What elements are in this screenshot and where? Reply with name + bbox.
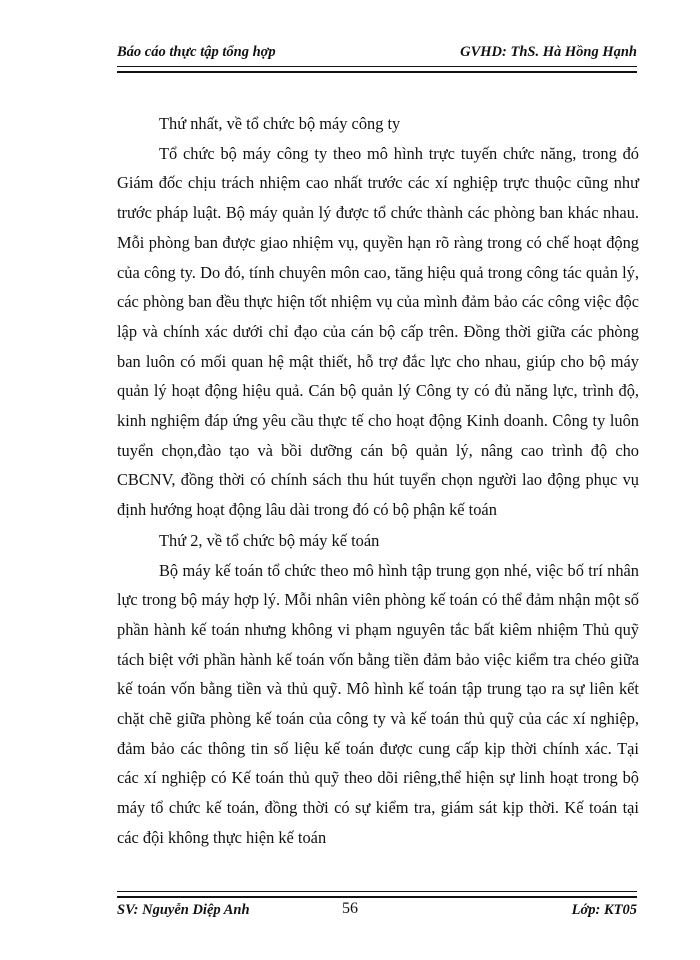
footer-student-name: SV: Nguyễn Diệp Anh	[117, 902, 250, 918]
section-heading-1: Thứ nhất, về tổ chức bộ máy công ty	[159, 114, 401, 133]
section-heading-2: Thứ 2, về tổ chức bộ máy kế toán	[159, 530, 380, 550]
header-divider	[117, 66, 637, 73]
document-body	[117, 108, 639, 853]
paragraph-2: Bộ máy kế toán tổ chức theo mô hình tập trung gọn nhé, việc bố trí nhân lực trong bộ máy hợp lý. Mỗi nhân viên phòng kế toán có thể đảm nhận một số phần hành kế toán nhưng không vi phạm nguyên tắc bất kiêm nhiệm Thủ quỹ tách biệt với phần hành kế toán vốn bằng tiền đảm bảo việc kiểm tra chéo giữa kế toán vốn bằng tiền và thủ quỹ. Mô hình kế toán tập trung tạo ra sự liên kết chặt chẽ giữa phòng kế toán của công ty và kế toán thủ quỹ của các xí nghiệp, đảm bảo các thông tin số liệu kế toán được cung cấp kịp thời chính xác. Tại các xí nghiệp có Kế toán thủ quỹ theo dõi riêng,thể hiện sự linh hoạt trong bộ máy tổ chức kế toán, đồng thời có sự kiểm tra, giám sát kịp thời. Kế toán tại các đội không thực hiện kế toán	[117, 560, 639, 847]
footer-divider	[117, 891, 637, 898]
footer-class: Lớp: KT05	[571, 902, 637, 918]
page-header	[117, 40, 637, 64]
page-number: 56	[342, 900, 358, 917]
paragraph-1: Tổ chức bộ máy công ty theo mô hình trực tuyến chức năng, trong đó Giám đốc chịu trách nhiệm cao nhất trước các xí nghiệp trực thuộc cũng như trước pháp luật. Bộ máy quản lý được tổ chức thành các phòng ban khác nhau. Mỗi phòng ban được giao nhiệm vụ, quyền hạn rõ ràng trong có chế hoạt động của công ty. Do đó, tính chuyên môn cao, tăng hiệu quả trong công tác quản lý, các phòng ban đều thực hiện tốt nhiệm vụ của mình đảm bảo các công việc độc lập và chính xác dưới chỉ đạo của cán bộ cấp trên. Đồng thời giữa các phòng ban luôn có mối quan hệ mật thiết, hỗ trợ đắc lực cho nhau, giúp cho bộ máy quản lý hoạt động hiệu quả. Cán bộ quản lý Công ty có đủ năng lực, trình độ, kinh nghiệm đáp ứng yêu cầu thực tế cho hoạt động Kinh doanh. Công ty luôn tuyển chọn,đào tạo và bồi dưỡng cán bộ quản lý, nâng cao trình độ cho CBCNV, đồng thời có chính sách thu hút tuyển chọn người lao động phục vụ định hướng hoạt động lâu dài trong đó có bộ phận kế toán	[117, 143, 639, 520]
header-supervisor: GVHD: ThS. Hà Hồng Hạnh	[460, 44, 637, 60]
header-report-title: Báo cáo thực tập tổng hợp	[117, 44, 276, 60]
page-footer	[117, 898, 637, 918]
